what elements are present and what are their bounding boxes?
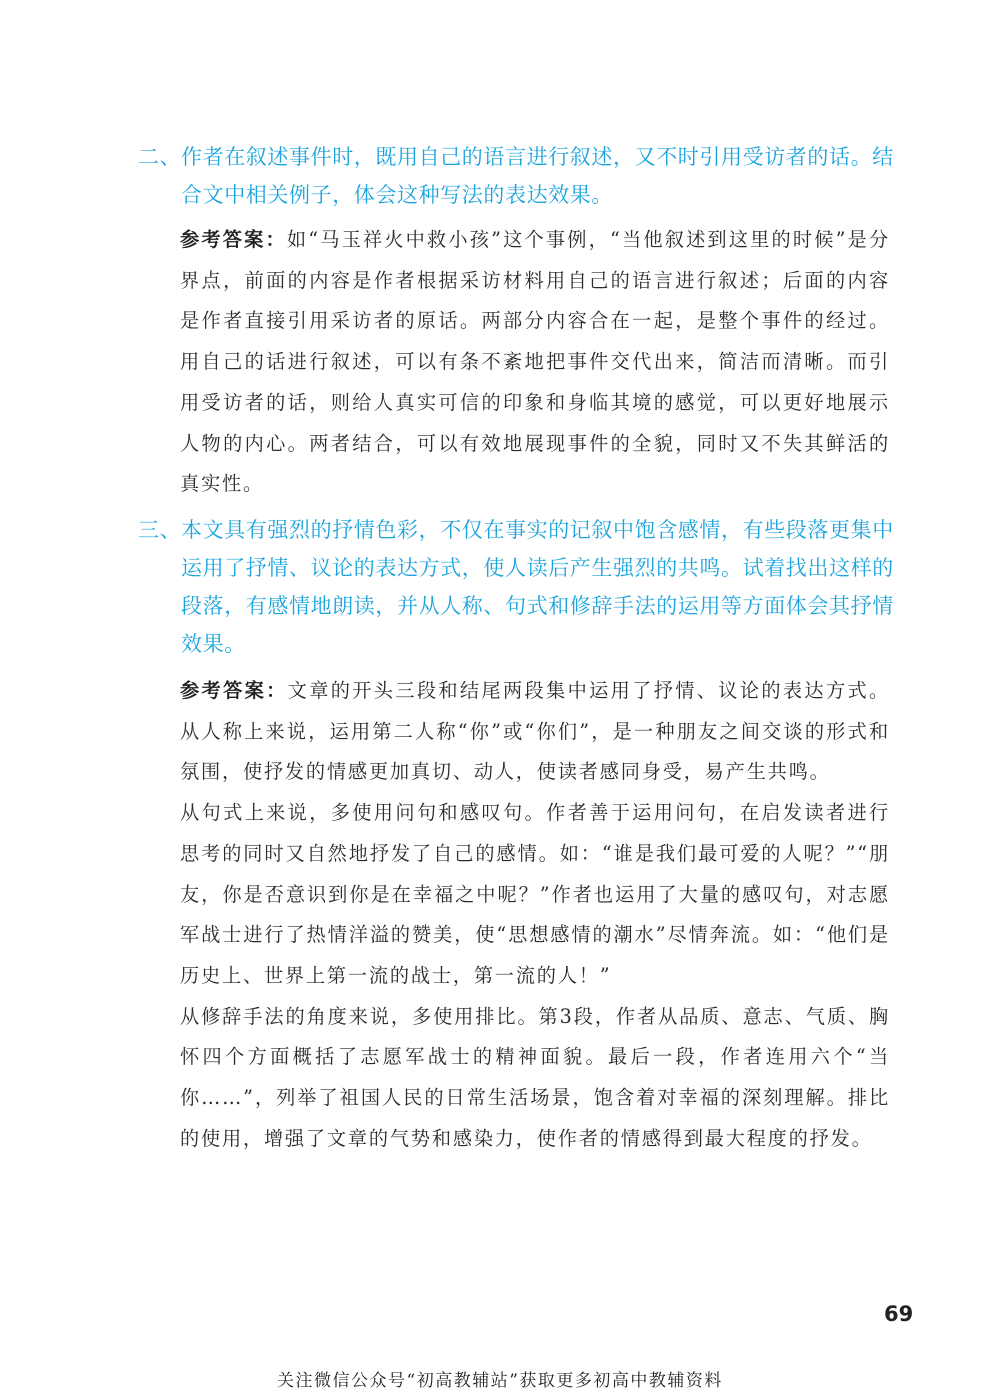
answer-paragraph xyxy=(180,220,890,505)
answer-paragraph: 从句式上来说，多使用问句和感叹句。作者善于运用问句，在启发读者进行思考的同时又自然地抒发了自己的感情。如：“谁是我们最可爱的人呢？”“朋友，你是否意识到你是在幸福之中呢？”作者也运用了大量的感叹句，对志愿军战士进行了热情洋溢的赞美，使“思想感情的潮水”尽情奔流。如：“他们是历史上、世界上第一流的战士，第一流的人！” xyxy=(180,801,890,987)
question-number: 二、 xyxy=(138,145,182,169)
answer-text: 如“马玉祥火中救小孩”这个事例，“当他叙述到这里的时候”是分界点，前面的内容是作者根据采访材料用自己的语言进行叙述；后面的内容是作者直接引用采访者的原话。两部分内容合在一起，是整个事件的经过。用自己的话进行叙述，可以有条不紊地把事件交代出来，简洁而清晰。而引用受访者的话，则给人真实可信的印象和身临其境的感觉，可以更好地展示人物的内心。两者结合，可以有效地展现事件的全貌，同时又不失其鲜活的真实性。 xyxy=(180,228,890,496)
question-3 xyxy=(138,511,898,663)
answer-label: 参考答案： xyxy=(180,679,288,702)
page-number: 69 xyxy=(884,1302,914,1326)
answer-paragraph xyxy=(180,671,890,793)
question-2 xyxy=(138,138,898,214)
answer-paragraph: 从修辞手法的角度来说，多使用排比。第3段，作者从品质、意志、气质、胸怀四个方面概括了志愿军战士的精神面貌。最后一段，作者连用六个“当你……”，列举了祖国人民的日常生活场景，饱含着对幸福的深刻理解。排比的使用，增强了文章的气势和感染力，使作者的情感得到最大程度的抒发。 xyxy=(180,1004,890,1150)
question-text: 作者在叙述事件时，既用自己的语言进行叙述，又不时引用受访者的话。结合文中相关例子，体会这种写法的表达效果。 xyxy=(181,145,894,207)
footer-watermark: 关注微信公众号“初高教辅站”获取更多初高中教辅资料 xyxy=(277,1371,723,1391)
answer-2 xyxy=(180,220,890,505)
question-text: 本文具有强烈的抒情色彩，不仅在事实的记叙中饱含感情，有些段落更集中运用了抒情、议论的表达方式，使人读后产生强烈的共鸣。试着找出这样的段落，有感情地朗读，并从人称、句式和修辞手法的运用等方面体会其抒情效果。 xyxy=(181,518,894,656)
answer-text: 文章的开头三段和结尾两段集中运用了抒情、议论的表达方式。从人称上来说，运用第二人称“你”或“你们”，是一种朋友之间交谈的形式和氛围，使抒发的情感更加真切、动人，使读者感同身受，易产生共鸣。 xyxy=(180,679,891,784)
answer-3 xyxy=(180,671,890,1159)
answer-label: 参考答案： xyxy=(180,228,287,251)
question-number: 三、 xyxy=(138,518,182,542)
